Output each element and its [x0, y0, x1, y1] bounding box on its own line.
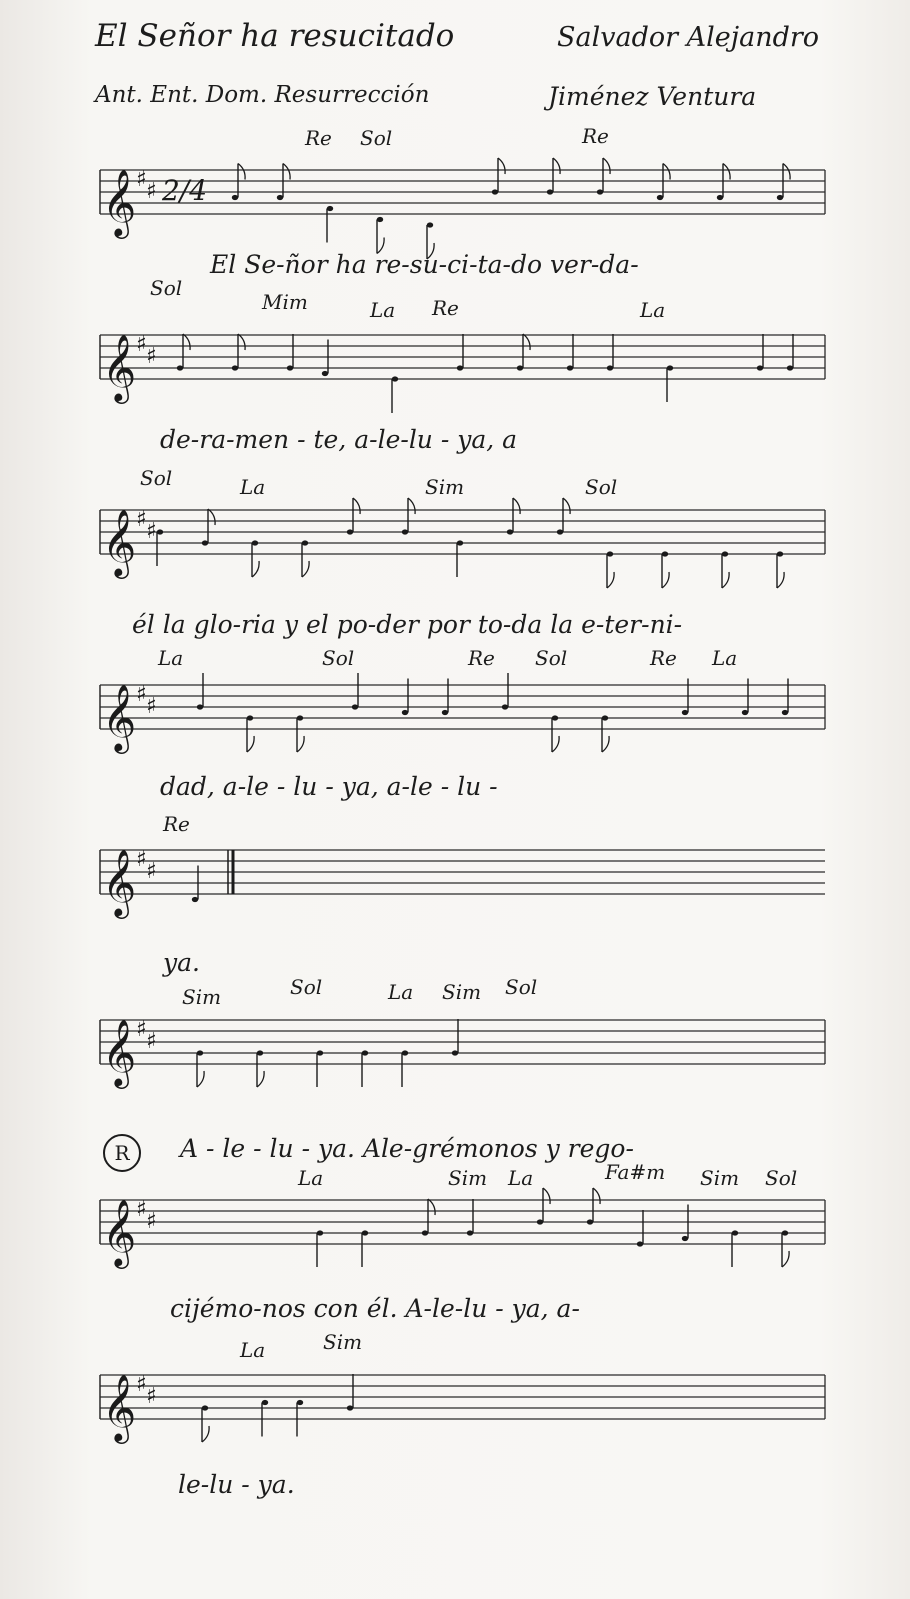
- note-head: [587, 1219, 593, 1224]
- staff: [0, 830, 910, 940]
- note-flag: [543, 1188, 550, 1204]
- note-flag: [553, 158, 560, 174]
- note-head: [537, 1219, 543, 1224]
- sharp-icon: ♯: [136, 1197, 147, 1222]
- sharp-icon: ♯: [136, 332, 147, 357]
- note-head: [422, 1230, 428, 1235]
- note-head: [252, 540, 258, 545]
- note-head: [347, 1405, 353, 1410]
- note-head: [302, 540, 308, 545]
- lyric-line: le-lu - ya.: [178, 1470, 295, 1499]
- note-head: [722, 551, 728, 556]
- note-flag: [563, 498, 570, 514]
- treble-clef-icon: 𝄞: [102, 168, 137, 236]
- sharp-icon: ♯: [136, 682, 147, 707]
- note-head: [777, 551, 783, 556]
- note-head: [467, 1230, 473, 1235]
- note-head: [457, 540, 463, 545]
- sharp-icon: ♯: [136, 1372, 147, 1397]
- chord-label: Re: [432, 296, 459, 320]
- note-flag: [722, 572, 729, 588]
- note-head: [657, 195, 663, 200]
- chord-label: Sol: [140, 466, 173, 490]
- note-head: [317, 1050, 323, 1055]
- note-flag: [523, 334, 530, 350]
- sharp-icon: ♯: [146, 179, 157, 204]
- note-head: [607, 551, 613, 556]
- note-flag: [428, 1199, 435, 1215]
- note-head: [247, 715, 253, 720]
- chord-label: Sim: [700, 1166, 740, 1190]
- note-head: [517, 365, 523, 370]
- sharp-icon: ♯: [136, 507, 147, 532]
- note-head: [547, 189, 553, 194]
- chord-label: Sol: [150, 276, 183, 300]
- note-flag: [283, 164, 290, 180]
- chord-label: La: [240, 475, 266, 499]
- note-head: [257, 1050, 263, 1055]
- note-flag: [777, 572, 784, 588]
- chord-label: Sol: [535, 646, 568, 670]
- note-flag: [238, 164, 245, 180]
- lyric-line: dad, a-le - lu - ya, a-le - lu -: [160, 772, 498, 801]
- note-head: [197, 704, 203, 709]
- note-flag: [602, 736, 609, 752]
- note-head: [457, 365, 463, 370]
- note-head: [742, 710, 748, 715]
- note-head: [232, 365, 238, 370]
- note-head: [557, 529, 563, 534]
- note-head: [757, 365, 763, 370]
- staff: [0, 665, 910, 775]
- sharp-icon: ♯: [146, 344, 157, 369]
- note-head: [427, 222, 433, 227]
- song-subtitle: Ant. Ent. Dom. Resurrección: [95, 82, 430, 108]
- note-head: [202, 1405, 208, 1410]
- note-head: [202, 540, 208, 545]
- note-head: [352, 704, 358, 709]
- sharp-icon: ♯: [146, 519, 157, 544]
- note-flag: [202, 1426, 209, 1442]
- note-head: [317, 1230, 323, 1235]
- chord-label: Re: [305, 126, 332, 150]
- lyric-line: ya.: [163, 948, 200, 977]
- note-head: [782, 710, 788, 715]
- treble-clef-icon: 𝄞: [102, 1018, 137, 1086]
- note-head: [787, 365, 793, 370]
- staff: [0, 1180, 910, 1290]
- staff: [0, 150, 910, 260]
- sharp-icon: ♯: [146, 1209, 157, 1234]
- note-flag: [238, 334, 245, 350]
- note-head: [232, 195, 238, 200]
- lyric-line: de-ra-men - te, a-le-lu - ya, a: [160, 425, 518, 454]
- note-head: [402, 1050, 408, 1055]
- note-head: [507, 529, 513, 534]
- chord-label: Sol: [585, 475, 618, 499]
- note-head: [402, 529, 408, 534]
- chord-label: Re: [163, 812, 190, 836]
- note-head: [662, 551, 668, 556]
- note-flag: [552, 736, 559, 752]
- composer-name-line1: Salvador Alejandro: [557, 22, 820, 53]
- note-head: [502, 704, 508, 709]
- note-flag: [183, 334, 190, 350]
- note-head: [402, 710, 408, 715]
- note-head: [262, 1400, 268, 1405]
- note-flag: [302, 561, 309, 577]
- chord-label: La: [712, 646, 738, 670]
- note-flag: [663, 164, 670, 180]
- chord-label: La: [158, 646, 184, 670]
- note-flag: [783, 164, 790, 180]
- note-head: [377, 217, 383, 222]
- note-head: [442, 710, 448, 715]
- note-flag: [593, 1188, 600, 1204]
- chord-label: Sol: [360, 126, 393, 150]
- note-head: [362, 1230, 368, 1235]
- chord-label: Re: [650, 646, 677, 670]
- chord-label: Sim: [323, 1330, 363, 1354]
- staff: [0, 490, 910, 600]
- note-head: [607, 365, 613, 370]
- note-flag: [723, 164, 730, 180]
- chord-label: La: [240, 1338, 266, 1362]
- note-head: [322, 371, 328, 376]
- note-flag: [408, 498, 415, 514]
- note-head: [297, 1400, 303, 1405]
- note-head: [682, 1236, 688, 1241]
- note-flag: [603, 158, 610, 174]
- note-flag: [208, 509, 215, 525]
- note-flag: [782, 1251, 789, 1267]
- lyric-line: cijémo-nos con él. A-le-lu - ya, a-: [170, 1294, 580, 1323]
- staff: [0, 1355, 910, 1465]
- treble-clef-icon: 𝄞: [102, 848, 137, 916]
- sharp-icon: ♯: [136, 167, 147, 192]
- note-flag: [498, 158, 505, 174]
- sharp-icon: ♯: [136, 1017, 147, 1042]
- note-head: [552, 715, 558, 720]
- note-head: [277, 195, 283, 200]
- note-head: [732, 1230, 738, 1235]
- chord-label: La: [388, 980, 414, 1004]
- note-head: [452, 1050, 458, 1055]
- sharp-icon: ♯: [146, 1029, 157, 1054]
- chord-label: Sim: [448, 1166, 488, 1190]
- treble-clef-icon: 𝄞: [102, 1373, 137, 1441]
- note-head: [682, 710, 688, 715]
- refrain-marker: R: [103, 1134, 141, 1172]
- lyric-line: A - le - lu - ya. Ale-grémonos y rego-: [180, 1134, 634, 1163]
- note-head: [392, 376, 398, 381]
- chord-label: Fa#m: [605, 1160, 666, 1184]
- chord-label: Sol: [322, 646, 355, 670]
- note-head: [177, 365, 183, 370]
- sharp-icon: ♯: [146, 694, 157, 719]
- chord-label: La: [508, 1166, 534, 1190]
- treble-clef-icon: 𝄞: [102, 508, 137, 576]
- note-flag: [197, 1071, 204, 1087]
- chord-label: Sol: [290, 975, 323, 999]
- staff: [0, 1000, 910, 1110]
- staff: [0, 315, 910, 425]
- sharp-icon: ♯: [146, 1384, 157, 1409]
- note-head: [782, 1230, 788, 1235]
- note-flag: [252, 561, 259, 577]
- chord-label: La: [298, 1166, 324, 1190]
- note-head: [362, 1050, 368, 1055]
- note-flag: [513, 498, 520, 514]
- chord-label: Sol: [765, 1166, 798, 1190]
- note-head: [567, 365, 573, 370]
- lyric-line: él la glo-ria y el po-der por to-da la e-ter-ni-: [132, 610, 683, 639]
- note-head: [157, 529, 163, 534]
- chord-label: Sol: [505, 975, 538, 999]
- lyric-line: El Se-ñor ha re-su-ci-ta-do ver-da-: [210, 250, 639, 279]
- note-flag: [247, 736, 254, 752]
- note-head: [667, 365, 673, 370]
- note-head: [637, 1241, 643, 1246]
- note-flag: [353, 498, 360, 514]
- note-head: [327, 206, 333, 211]
- note-head: [717, 195, 723, 200]
- sharp-icon: ♯: [136, 847, 147, 872]
- note-head: [347, 529, 353, 534]
- note-head: [197, 1050, 203, 1055]
- note-head: [777, 195, 783, 200]
- treble-clef-icon: 𝄞: [102, 333, 137, 401]
- chord-label: Mim: [262, 290, 308, 314]
- chord-label: Sim: [182, 985, 222, 1009]
- note-head: [287, 365, 293, 370]
- note-flag: [607, 572, 614, 588]
- chord-label: Sim: [442, 980, 482, 1004]
- note-flag: [257, 1071, 264, 1087]
- chord-label: Re: [582, 124, 609, 148]
- chord-label: La: [370, 298, 396, 322]
- chord-label: Re: [468, 646, 495, 670]
- song-title: El Señor ha resucitado: [95, 18, 455, 54]
- note-head: [602, 715, 608, 720]
- composer-name-line2: Jiménez Ventura: [548, 82, 757, 111]
- note-head: [597, 189, 603, 194]
- note-head: [297, 715, 303, 720]
- treble-clef-icon: 𝄞: [102, 1198, 137, 1266]
- note-head: [492, 189, 498, 194]
- note-flag: [662, 572, 669, 588]
- time-signature-label: 2/4: [162, 174, 208, 207]
- chord-label: La: [640, 298, 666, 322]
- chord-label: Sim: [425, 475, 465, 499]
- note-flag: [297, 736, 304, 752]
- treble-clef-icon: 𝄞: [102, 683, 137, 751]
- sharp-icon: ♯: [146, 859, 157, 884]
- note-head: [192, 897, 198, 902]
